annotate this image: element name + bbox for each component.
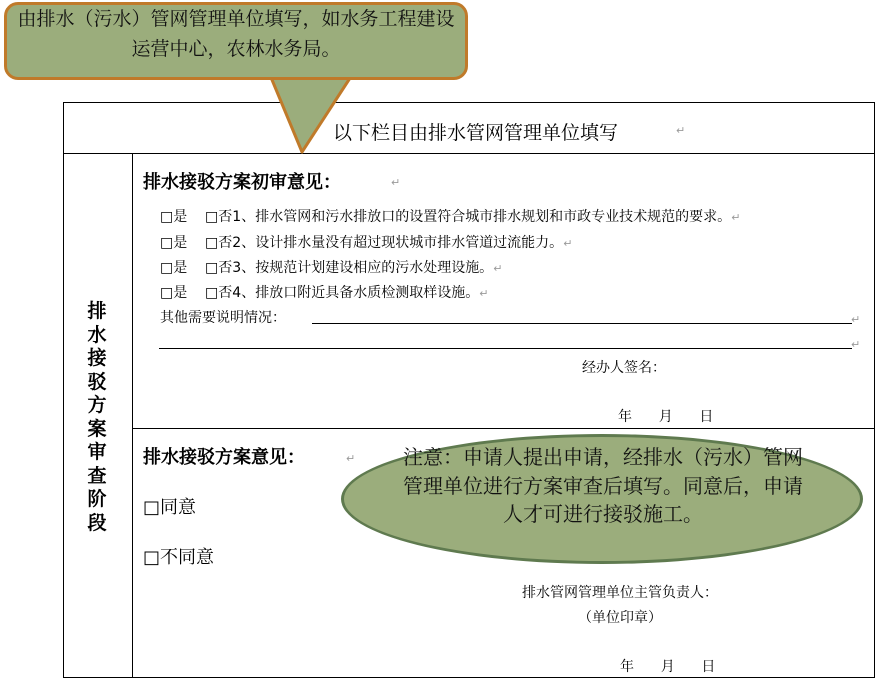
callout-pointer — [240, 74, 370, 154]
no-checkbox[interactable]: □否 — [205, 235, 233, 251]
yes-checkbox[interactable]: □是 — [160, 260, 188, 276]
other-notes-line-1[interactable] — [312, 323, 852, 324]
initial-review-date: 年 月 日 — [618, 409, 714, 425]
review-item-text: 2、设计排水量没有超过现状城市排水管道过流能力。 — [232, 235, 564, 251]
paragraph-mark: ↵ — [851, 313, 861, 326]
no-checkbox[interactable]: □否 — [205, 209, 233, 225]
other-notes-line-2[interactable] — [159, 348, 852, 349]
final-opinion-heading: 排水接驳方案意见： — [143, 447, 305, 468]
header-divider — [63, 153, 875, 154]
stage-title: 排水接驳方案审查阶段 — [87, 300, 107, 534]
seal-label: （单位印章） — [578, 610, 662, 626]
other-notes-label: 其他需要说明情况： — [160, 310, 286, 326]
initial-review-heading: 排水接驳方案初审意见： — [143, 172, 341, 193]
sidebar-divider — [132, 153, 133, 678]
review-item-text: 1、排水管网和污水排放口的设置符合城市排水规划和市政专业技术规范的要求。 — [232, 209, 732, 225]
section-divider — [132, 428, 875, 429]
review-row: □是 □否2、设计排水量没有超过现状城市排水管道过流能力。↵ — [160, 235, 573, 251]
review-row: □是 □否4、排放口附近具备水质检测取样设施。↵ — [160, 285, 489, 301]
manager-label: 排水管网管理单位主管负责人： — [522, 585, 718, 601]
yes-checkbox[interactable]: □是 — [160, 285, 188, 301]
paragraph-mark: ↵ — [391, 176, 401, 189]
paragraph-mark: ↵ — [346, 452, 356, 465]
final-opinion-date: 年 月 日 — [620, 659, 716, 675]
yes-checkbox[interactable]: □是 — [160, 209, 188, 225]
note-oval-text: 注意：申请人提出申请，经排水（污水）管网管理单位进行方案审查后填写。同意后，申请人才可进行接驳施工。 — [403, 445, 803, 526]
header-title: 以下栏目由排水管网管理单位填写 — [333, 122, 619, 144]
yes-checkbox[interactable]: □是 — [160, 235, 188, 251]
review-item-text: 3、按规范计划建设相应的污水处理设施。 — [232, 260, 494, 276]
paragraph-mark: ↵ — [851, 338, 861, 351]
review-row: □是 □否3、按规范计划建设相应的污水处理设施。↵ — [160, 260, 503, 276]
signer-label: 经办人签名： — [582, 360, 666, 376]
callout-text: 由排水（污水）管网管理单位填写，如水务工程建设运营中心，农林水务局。 — [17, 8, 455, 60]
disagree-checkbox[interactable]: □不同意 — [143, 547, 215, 568]
no-checkbox[interactable]: □否 — [205, 285, 233, 301]
no-checkbox[interactable]: □否 — [205, 260, 233, 276]
review-item-text: 4、排放口附近具备水质检测取样设施。 — [232, 285, 480, 301]
agree-checkbox[interactable]: □同意 — [143, 497, 197, 518]
review-row: □是 □否1、排水管网和污水排放口的设置符合城市排水规划和市政专业技术规范的要求。↵ — [160, 209, 741, 225]
paragraph-mark: ↵ — [676, 124, 686, 137]
